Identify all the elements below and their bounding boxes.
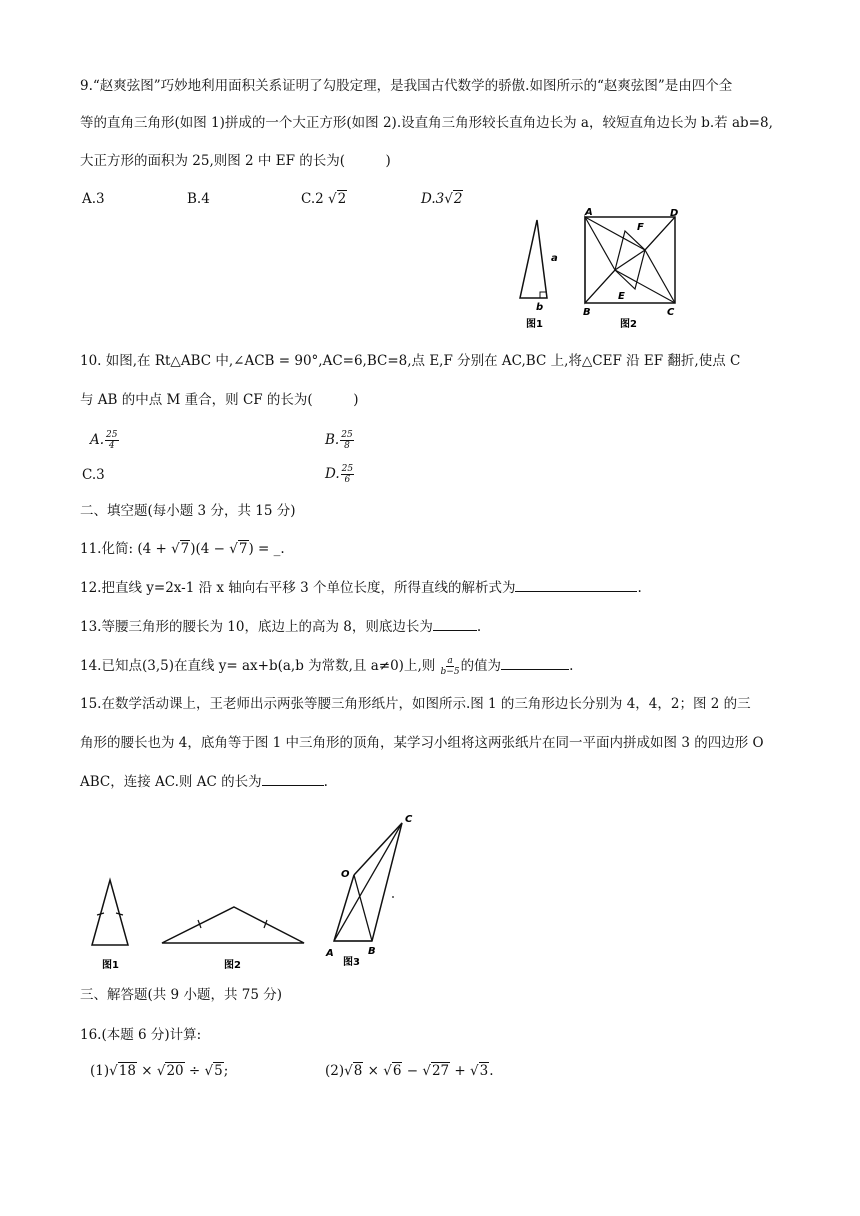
q15-fig2-triangle: [162, 907, 304, 943]
q15-fig2-caption: 图2: [224, 960, 241, 971]
q15-line3-text: ABC，连接 AC.则 AC 的长为: [80, 774, 262, 790]
q9-fig2-line-3: [585, 217, 675, 250]
q15-fig3-label-c: C: [405, 814, 413, 825]
q9-fig2-label-a: A: [585, 207, 593, 218]
q15-fig3-ac: [334, 823, 402, 941]
q10-option-a-numerator: 25: [106, 430, 118, 440]
q10-option-b-prefix: B.: [325, 432, 340, 448]
q10-option-b: [325, 430, 355, 451]
q13: [80, 618, 481, 636]
q16-part2-op-3: +: [450, 1063, 471, 1079]
q9-fig2-label-b: B: [583, 307, 591, 318]
q9-fig2-line-1: [585, 270, 675, 303]
q15-fig1-caption: 图1: [102, 960, 119, 971]
q16-part2-radicand-2: 6: [392, 1063, 402, 1079]
q16-part1-end: ;: [223, 1063, 229, 1079]
q11-expr-3: ) = _.: [248, 541, 285, 557]
q9-fig2-label-f: F: [637, 222, 644, 233]
q16-part1-prefix: (1): [90, 1063, 110, 1079]
q16-part2-radicand-1: 8: [353, 1063, 363, 1079]
q16-title: 16.(本题 6 分)计算:: [80, 1027, 202, 1043]
q10-line2: 与 AB 的中点 M 重合，则 CF 的长为( ): [80, 392, 359, 408]
q10-option-d: [325, 464, 355, 485]
q14-answer-blank[interactable]: [501, 669, 569, 670]
q9-fig1-label-b: b: [536, 302, 544, 313]
q9-line2: 等的直角三角形(如图 1)拼成的一个大正方形(如图 2).设直角三角形较长直角边长为 a，较短直角边长为 b.若 ab=8,: [80, 115, 773, 131]
q15-fig3-caption: 图3: [343, 957, 360, 968]
q15-answer-blank[interactable]: [262, 785, 324, 786]
q12: [80, 579, 642, 597]
q12-text: 12.把直线 y=2x-1 沿 x 轴向右平移 3 个单位长度，所得直线的解析式为: [80, 580, 516, 596]
q16-part1: (1)√18 × √20 ÷ √5;: [90, 1063, 229, 1079]
q9-fig1-label-a: a: [551, 253, 558, 264]
q14-prefix: 14.已知点(3,5)在直线 y= ax+b(a,b 为常数,且 a≠0)上,则: [80, 658, 440, 674]
q9-option-c: C.2 √2: [301, 191, 347, 207]
q11-radicand-1: 7: [180, 541, 190, 557]
q9-option-a: A.3: [82, 191, 105, 207]
q10-option-a-denominator: 4: [108, 441, 115, 451]
q12-answer-blank[interactable]: [515, 591, 637, 592]
q9-figures: [505, 205, 705, 335]
q15-line2: 角形的腰长也为 4，底角等于图 1 中三角形的顶角，某学习小组将这两张纸片在同一平面内拼成如图 3 的四边形 O: [80, 735, 764, 751]
q9-option-d: D.3√2: [421, 191, 463, 207]
q16-part2-end: .: [489, 1063, 494, 1079]
q14: [80, 656, 573, 677]
section-3-heading: 三、解答题(共 9 小题，共 75 分): [80, 987, 282, 1003]
q11-radicand-2: 7: [238, 541, 248, 557]
q11-expr-2: )(4 −: [190, 541, 230, 557]
q15-figures: [80, 805, 440, 975]
q11-prefix: 11.化简:: [80, 541, 138, 557]
q9-fig1-caption: 图1: [526, 319, 543, 330]
q10-option-b-denominator: 8: [344, 441, 350, 451]
q11: 11.化简: (4 + √7)(4 − √7) = _.: [80, 541, 285, 557]
q9-option-b: B.4: [187, 191, 210, 207]
q9-option-c-radicand: 2: [337, 191, 347, 207]
q15-fig3-dot: [392, 896, 394, 898]
q16-part2-op-1: ×: [363, 1063, 384, 1079]
q15-fig1-triangle: [92, 880, 128, 945]
q14-fraction-denominator: b−5: [440, 667, 460, 677]
q9-fig2-label-d: D: [670, 208, 679, 219]
q9-option-d-radicand: 2: [453, 191, 463, 207]
q15-fig3-label-a: A: [326, 948, 334, 959]
q15-end: .: [323, 774, 328, 790]
q10-option-b-numerator: 25: [341, 430, 353, 440]
q16-part2-op-2: −: [402, 1063, 423, 1079]
q9-fig2-triangles: [585, 217, 615, 303]
q16-part2-radicand-3: 27: [431, 1063, 450, 1079]
q14-end: .: [569, 658, 574, 674]
q10-option-d-denominator: 6: [344, 475, 351, 485]
section-2-heading: 二、填空题(每小题 3 分，共 15 分): [80, 503, 296, 519]
q10-option-d-numerator: 25: [341, 464, 354, 474]
q10-option-d-prefix: D.: [325, 466, 340, 482]
q13-answer-blank[interactable]: [433, 630, 477, 631]
q15-fig3-label-b: B: [368, 946, 376, 957]
q15-fig3-ob: [354, 875, 372, 941]
q9-fig2-label-e: E: [618, 291, 625, 302]
q9-fig2-label-c: C: [667, 307, 675, 318]
q9-line1: 9.“赵爽弦图”巧妙地利用面积关系证明了勾股定理，是我国古代数学的骄傲.如图所示的“赵爽弦图”是由四个全: [80, 78, 733, 94]
q13-end: .: [476, 619, 482, 635]
q15-line1: 15.在数学活动课上，王老师出示两张等腰三角形纸片，如图所示.图 1 的三角形边长分别为 4，4，2；图 2 的三: [80, 696, 751, 712]
q16-part1-radicand-2: 20: [166, 1063, 184, 1079]
q13-text: 13.等腰三角形的腰长为 10，底边上的高为 8，则底边长为: [80, 619, 433, 635]
q14-fraction-numerator: a: [447, 656, 453, 666]
q15-line3: [80, 773, 328, 791]
q9-option-c-prefix: C.2: [301, 191, 329, 207]
q16-part2-radicand-4: 3: [479, 1063, 489, 1079]
q12-end: .: [637, 580, 642, 596]
q10-line1: 10. 如图,在 Rt△ABC 中,∠ACB = 90°,AC=6,BC=8,点 E,F 分别在 AC,BC 上,将△CEF 沿 EF 翻折,使点 C: [80, 353, 741, 369]
q9-line3: 大正方形的面积为 25,则图 2 中 EF 的长为( ): [80, 153, 391, 169]
q16-part2-prefix: (2): [325, 1063, 345, 1079]
q16-part2: (2)√8 × √6 − √27 + √3.: [325, 1063, 494, 1079]
q16-part1-op-2: ÷: [184, 1063, 205, 1079]
q10-option-a-prefix: A.: [90, 432, 105, 448]
q16-part1-op-1: ×: [136, 1063, 157, 1079]
q11-expr-1: (4 +: [137, 541, 172, 557]
q9-fig2-line-2: [645, 217, 675, 303]
q10-option-a: [90, 430, 120, 451]
q16-part1-radicand-1: 18: [118, 1063, 136, 1079]
q9-fig1-triangle: [520, 220, 547, 298]
q14-post: 的值为: [460, 658, 502, 674]
q10-option-c: C.3: [82, 467, 105, 483]
q16-part1-radicand-3: 5: [214, 1063, 223, 1079]
q15-fig3-label-o: O: [341, 869, 350, 880]
q9-option-d-prefix: D.3: [421, 191, 445, 207]
q9-fig2-caption: 图2: [620, 319, 637, 330]
